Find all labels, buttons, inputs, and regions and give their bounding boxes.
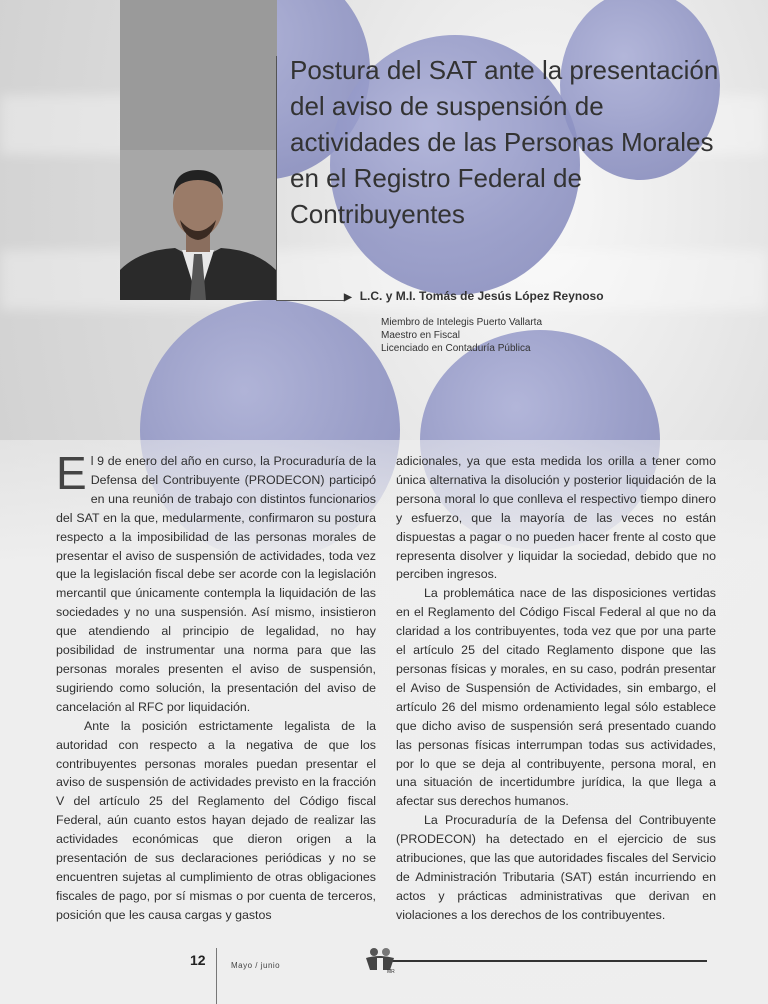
body-paragraph: La Procuraduría de la Defensa del Contribuyente (PRODECON) ha detectado en el ejercicio de sus atribuciones, que las que autoridades fiscales del Servicio de Administración Tributaria (SAT) están incurriendo en actos y prácticas administrativas que derivan en violaciones a los derechos de los contribuyentes. — [396, 813, 716, 922]
body-paragraph: Ante la posición estrictamente legalista de la autoridad con respecto a la negativa de que los contribuyentes personas morales puedan presentar el aviso de suspensión de actividades previsto en la fracción V del artículo 25 del Reglamento del Código fiscal Federal, aún cuanto estos hayan dejado de realizar las actividades económicas que dieron origen a la presentación de sus declaraciones periódicas y no se encuentren sujetas al cumplimiento de otras obligaciones fiscales de pago, por sí mismas o por cuenta de terceros, posición que les causa cargas y gastos — [56, 718, 376, 922]
footer-divider-vertical — [216, 948, 217, 1004]
issue-date: Mayo / junio — [231, 961, 281, 970]
body-column-right — [396, 452, 716, 925]
logo-caption: MR — [387, 969, 395, 974]
body-paragraph: El 9 de enero del año en curso, la Procuraduría de la Defensa del Contribuyente (PRODECON) participó en una reunión de trabajo con distintos funcionarios del SAT en la que, medularmente, confirmaron su postura respecto a la imposibilidad de las personas morales de presentar el aviso de suspensión de actividades, toda vez que la legislación fiscal debe ser acorde con la legislación mercantil que únicamente contempla la liquidación de las sociedades y no una suspensión. Así mismo, insistieron que atendiendo al principio de legalidad, no hay posibilidad de instrumentar una norma para que las personas morales presenten el aviso de suspensión, sugiriendo como solución, la presentación del aviso de cancelación al RFC por liquidación. — [56, 447, 376, 714]
credential-line: Miembro de Intelegis Puerto Vallarta — [381, 317, 543, 328]
triangle-bullet-icon: ▶ — [344, 292, 352, 303]
article-title: Postura del SAT ante la presentación del aviso de suspensión de actividades de las Personas Morales en el Registro Federal de Contribuyentes — [290, 55, 719, 229]
title-divider-vertical — [276, 56, 277, 301]
author-credentials — [381, 316, 542, 355]
author-photo — [120, 150, 276, 300]
body-paragraph: La problemática nace de las disposiciones vertidas en el Reglamento del Código Fiscal Federal al que no da claridad a los contribuyentes, toda vez que por una parte el artículo 25 del citado Reglamento dispone que las personas físicas y morales, en su caso, podrán presentar el Aviso de Suspensión de Actividades, sin embargo, el artículo 26 del mismo ordenamiento legal sólo establece que dicho aviso de suspensión será presentado cuando las personas físicas interrumpan todas sus actividades, por lo que se deja al contribuyente, persona moral, en una situación de incertidumbre jurídica, la que llega a afectar sus derechos humanos. — [396, 586, 716, 809]
publisher-logo-icon — [357, 944, 403, 974]
drop-cap: E — [56, 447, 87, 499]
page-number: 12 — [190, 952, 206, 968]
credential-line: Licenciado en Contaduría Pública — [381, 343, 531, 354]
author-byline — [344, 289, 604, 303]
credential-line: Maestro en Fiscal — [381, 330, 460, 341]
body-column-left — [56, 447, 376, 925]
title-divider-horizontal — [276, 300, 344, 301]
body-paragraph: adicionales, ya que esta medida los orilla a tener como única alternativa la disolución y posterior liquidación de la persona moral lo que conlleva el respectivo tiempo dinero y esfuerzo, que la mayoría de las veces no están dispuestas a pagar o no pueden hacer frente al costo que representa disolver y liquidar la sociedad, debido que no perciben ingresos. — [396, 454, 716, 582]
author-name: L.C. y M.I. Tomás de Jesús López Reynoso — [359, 289, 604, 303]
footer-rule — [369, 960, 707, 962]
